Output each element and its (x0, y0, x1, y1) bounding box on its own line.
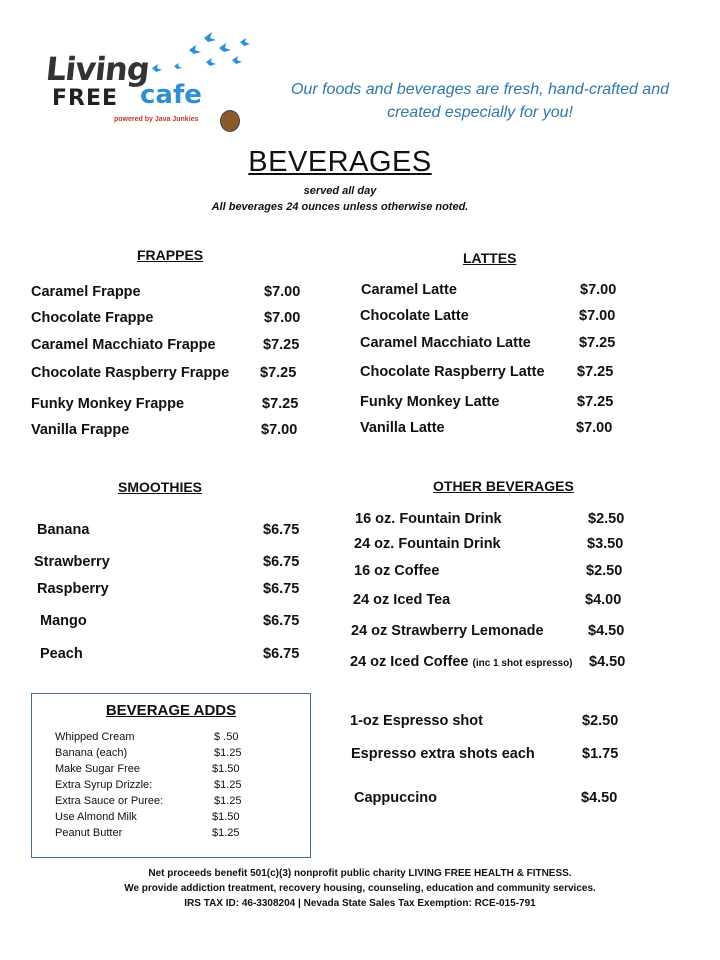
other-item-price: $2.50 (588, 511, 625, 527)
logo-free-text: FREE (52, 86, 119, 111)
other-item-price: $4.50 (581, 790, 618, 806)
lattes-heading: LATTES (463, 250, 517, 266)
subtitle-served: served all day (303, 185, 377, 197)
frappe-item-price: $7.00 (264, 310, 301, 326)
smoothie-item-price: $6.75 (263, 522, 300, 538)
tagline (262, 78, 698, 124)
frappe-item-price: $7.25 (260, 365, 297, 381)
other-item-name: 24 oz Iced Tea (353, 592, 451, 608)
smoothie-item-price: $6.75 (263, 613, 300, 629)
smoothie-item-price: $6.75 (263, 554, 300, 570)
frappe-item-price: $7.25 (263, 337, 300, 353)
latte-item-price: $7.00 (579, 308, 616, 324)
frappe-item-price: $7.25 (262, 396, 299, 412)
footer-line-1: Net proceeds benefit 501(c)(3) nonprofit public charity LIVING FREE HEALTH & FITNESS. (148, 868, 572, 879)
frappe-item-name: Caramel Frappe (31, 284, 141, 300)
other-item-price: $4.00 (585, 592, 622, 608)
latte-item-name: Chocolate Raspberry Latte (360, 364, 545, 380)
smoothie-item-price: $6.75 (263, 646, 300, 662)
frappe-item-name: Vanilla Frappe (31, 422, 130, 438)
frappe-item-price: $7.00 (261, 422, 298, 438)
frappe-item-name: Funky Monkey Frappe (31, 396, 185, 412)
smoothies-heading: SMOOTHIES (118, 479, 203, 495)
logo-cafe-text: cafe (140, 80, 202, 110)
smoothie-item-price: $6.75 (263, 581, 300, 597)
logo-powered-by: powered by Java Junkies (114, 116, 199, 123)
add-item-name: Make Sugar Free (55, 763, 140, 775)
other-item-price: $2.50 (586, 563, 623, 579)
footer-line-3: IRS TAX ID: 46-3308204 | Nevada State Sales Tax Exemption: RCE-015-791 (184, 898, 536, 909)
latte-item-price: $7.00 (576, 420, 613, 436)
cafe-logo (44, 30, 254, 140)
other-item-name: 24 oz Strawberry Lemonade (351, 623, 544, 639)
add-item-price: $1.50 (212, 763, 240, 775)
smoothie-item-name: Raspberry (37, 581, 109, 597)
subtitle-size-note: All beverages 24 ounces unless otherwise noted. (211, 201, 469, 213)
latte-item-price: $7.00 (580, 282, 617, 298)
latte-item-name: Chocolate Latte (360, 308, 469, 324)
other-item-name-text: 24 oz Iced Coffee (350, 654, 469, 670)
frappe-item-name: Caramel Macchiato Frappe (31, 337, 216, 353)
page-title-text: BEVERAGES (248, 146, 432, 178)
frappe-item-name: Chocolate Raspberry Frappe (31, 365, 230, 381)
logo-living-text: Living (44, 50, 151, 88)
frappes-heading: FRAPPES (137, 247, 204, 263)
add-item-name: Peanut Butter (55, 827, 123, 839)
latte-item-name: Caramel Macchiato Latte (360, 335, 531, 351)
other-item-name: Cappuccino (354, 790, 437, 806)
page-title (0, 146, 680, 179)
latte-item-name: Caramel Latte (361, 282, 457, 298)
smoothie-item-name: Strawberry (34, 554, 110, 570)
other-item-name: 16 oz. Fountain Drink (355, 511, 502, 527)
add-item-name: Extra Sauce or Puree: (55, 795, 164, 807)
add-item-price: $1.25 (212, 827, 240, 839)
smoothie-item-name: Mango (40, 613, 87, 629)
latte-item-name: Vanilla Latte (360, 420, 445, 436)
other-item-price: $2.50 (582, 713, 619, 729)
add-item-name: Whipped Cream (55, 731, 135, 743)
other-item-name (350, 654, 573, 670)
tagline-line-1: Our foods and beverages are fresh, hand-crafted and (290, 81, 669, 98)
monkey-icon (220, 110, 240, 132)
beverage-adds-box (31, 693, 311, 858)
add-item-price: $1.25 (214, 795, 242, 807)
frappe-item-price: $7.00 (264, 284, 301, 300)
latte-item-price: $7.25 (577, 394, 614, 410)
frappe-item-name: Chocolate Frappe (31, 310, 154, 326)
beverage-adds-heading: BEVERAGE ADDS (105, 702, 237, 719)
footer-line-2: We provide addiction treatment, recovery housing, counseling, education and community services. (124, 883, 596, 894)
smoothie-item-name: Peach (40, 646, 83, 662)
other-item-price: $1.75 (582, 746, 619, 762)
other-beverages-heading: OTHER BEVERAGES (433, 478, 574, 494)
other-item-note: (inc 1 shot espresso) (472, 658, 573, 669)
other-item-name: 1-oz Espresso shot (350, 713, 483, 729)
add-item-name: Banana (each) (55, 747, 128, 759)
other-item-name: Espresso extra shots each (351, 746, 535, 762)
add-item-price: $ .50 (214, 731, 239, 743)
add-item-price: $1.50 (212, 811, 240, 823)
tagline-line-2: created especially for you! (387, 104, 573, 121)
smoothie-item-name: Banana (37, 522, 90, 538)
other-item-price: $4.50 (589, 654, 626, 670)
add-item-name: Use Almond Milk (55, 811, 137, 823)
add-item-price: $1.25 (214, 747, 242, 759)
birds-icon (144, 30, 264, 80)
latte-item-price: $7.25 (577, 364, 614, 380)
latte-item-name: Funky Monkey Latte (360, 394, 500, 410)
other-item-price: $4.50 (588, 623, 625, 639)
add-item-price: $1.25 (214, 779, 242, 791)
other-item-name: 24 oz. Fountain Drink (354, 536, 501, 552)
other-item-name: 16 oz Coffee (354, 563, 440, 579)
add-item-name: Extra Syrup Drizzle: (55, 779, 153, 791)
latte-item-price: $7.25 (579, 335, 616, 351)
other-item-price: $3.50 (587, 536, 624, 552)
